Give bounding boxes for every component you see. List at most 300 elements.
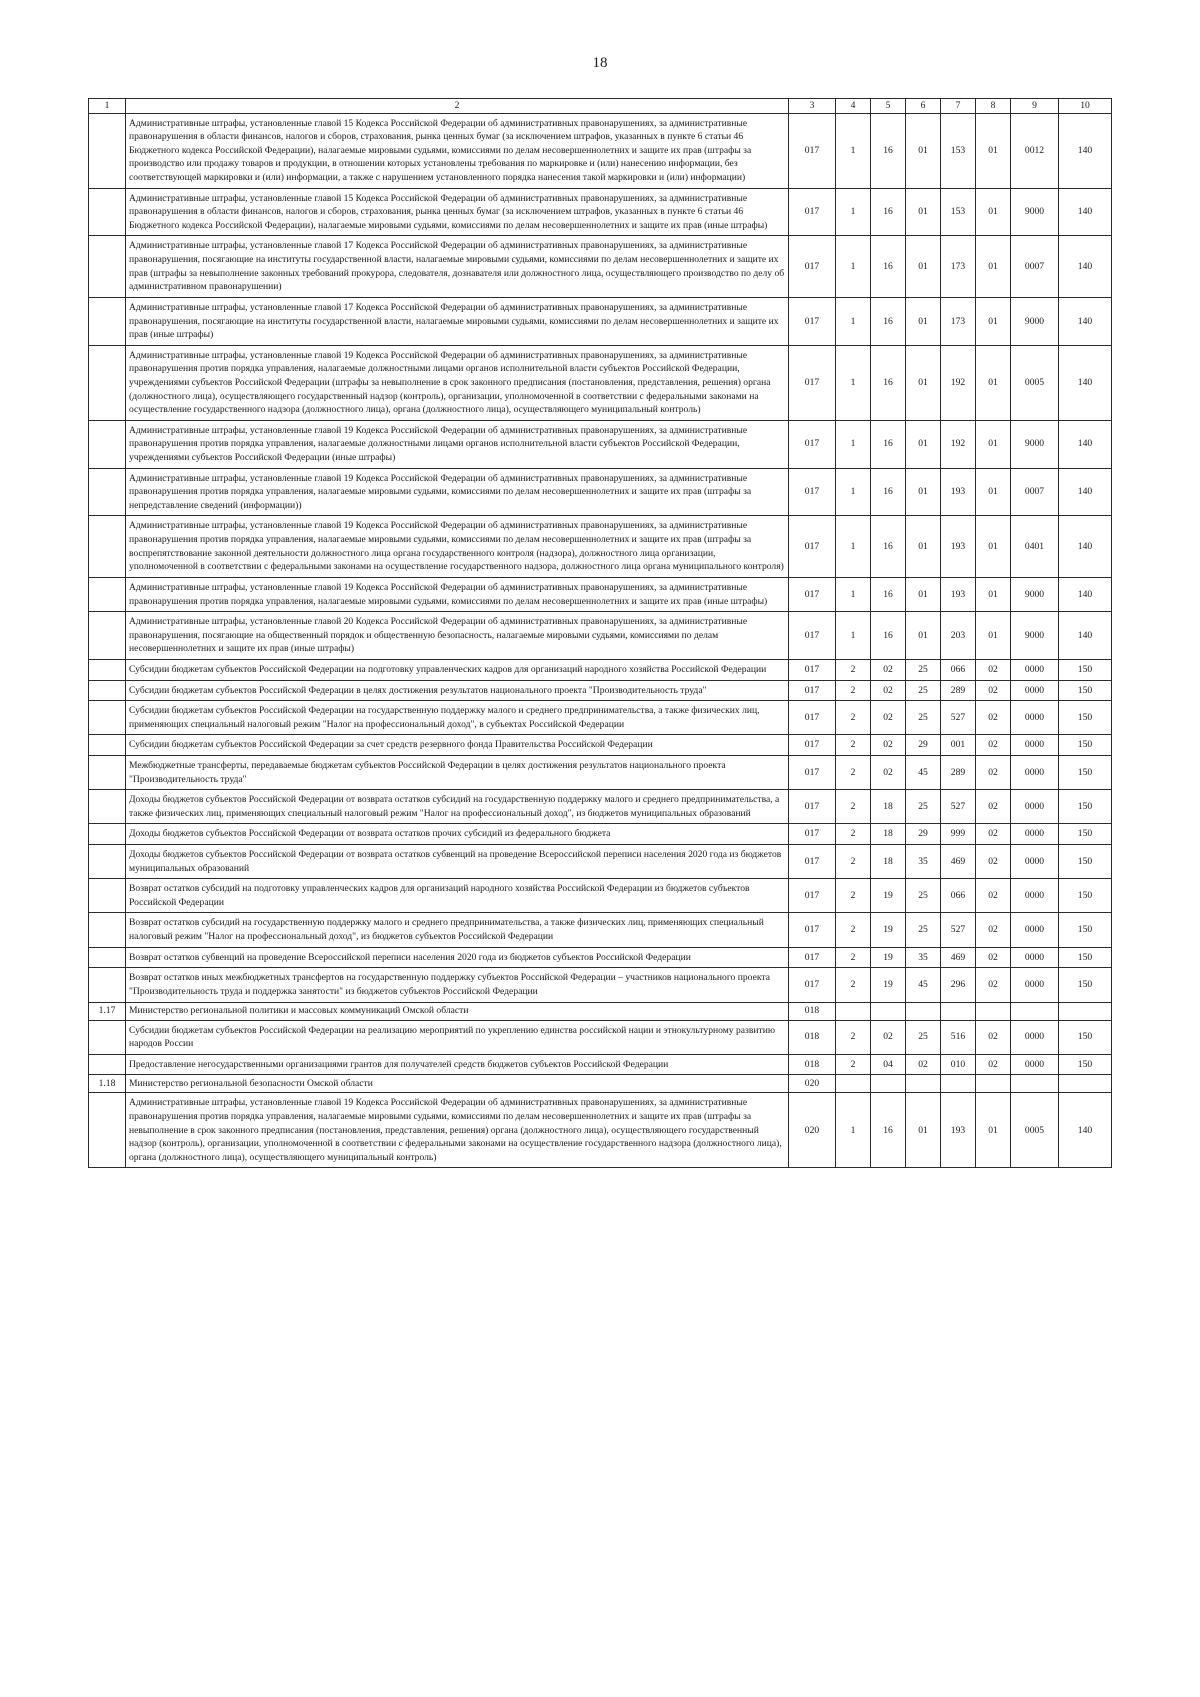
subgroup-code bbox=[871, 1002, 906, 1020]
table-row bbox=[89, 680, 1112, 701]
subgroup-code: 16 bbox=[871, 516, 906, 577]
element-code: 02 bbox=[976, 701, 1011, 735]
group-code: 1 bbox=[836, 113, 871, 188]
classification-code: 150 bbox=[1059, 701, 1112, 735]
subarticle-code: 192 bbox=[941, 420, 976, 468]
section-number bbox=[89, 345, 126, 420]
classification-code: 150 bbox=[1059, 735, 1112, 756]
subarticle-code: 153 bbox=[941, 188, 976, 236]
classification-code: 140 bbox=[1059, 468, 1112, 516]
page-number: 18 bbox=[592, 55, 608, 71]
income-description: Субсидии бюджетам субъектов Российской Федерации в целях достижения результатов национального проекта "Производительность труда" bbox=[126, 680, 789, 701]
subarticle-code: 999 bbox=[941, 824, 976, 845]
group-code: 2 bbox=[836, 845, 871, 879]
group-code: 2 bbox=[836, 755, 871, 789]
subarticle-code bbox=[941, 1002, 976, 1020]
article-code: 25 bbox=[906, 790, 941, 824]
table-row bbox=[89, 516, 1112, 577]
classification-code: 140 bbox=[1059, 236, 1112, 297]
subarticle-code: 153 bbox=[941, 113, 976, 188]
table-row bbox=[89, 1020, 1112, 1054]
income-description: Субсидии бюджетам субъектов Российской Федерации на государственную поддержку малого и среднего предпринимательства, а также физических лиц, применяющих специальный налоговый режим "Налог на профессиональный доход", в субъектах Российской Федерации bbox=[126, 701, 789, 735]
article-code: 01 bbox=[906, 577, 941, 611]
program-code: 0000 bbox=[1011, 1020, 1059, 1054]
program-code: 0005 bbox=[1011, 1093, 1059, 1168]
section-number bbox=[89, 755, 126, 789]
group-code: 1 bbox=[836, 516, 871, 577]
article-code: 29 bbox=[906, 735, 941, 756]
group-code bbox=[836, 1075, 871, 1093]
subgroup-code: 18 bbox=[871, 824, 906, 845]
income-description: Субсидии бюджетам субъектов Российской Федерации за счет средств резервного фонда Правительства Российской Федерации bbox=[126, 735, 789, 756]
article-code: 25 bbox=[906, 659, 941, 680]
classification-code: 150 bbox=[1059, 824, 1112, 845]
admin-code: 017 bbox=[789, 345, 836, 420]
admin-code: 017 bbox=[789, 968, 836, 1002]
program-code: 0005 bbox=[1011, 345, 1059, 420]
section-number bbox=[89, 236, 126, 297]
subarticle-code: 192 bbox=[941, 345, 976, 420]
income-description: Доходы бюджетов субъектов Российской Федерации от возврата остатков субвенций на проведение Всероссийской переписи населения 2020 года из бюджетов муниципальных образований bbox=[126, 845, 789, 879]
admin-code: 017 bbox=[789, 297, 836, 345]
element-code bbox=[976, 1075, 1011, 1093]
subarticle-code: 193 bbox=[941, 516, 976, 577]
admin-code: 017 bbox=[789, 113, 836, 188]
program-code: 9000 bbox=[1011, 577, 1059, 611]
program-code: 9000 bbox=[1011, 297, 1059, 345]
article-code: 01 bbox=[906, 297, 941, 345]
classification-code: 140 bbox=[1059, 1093, 1112, 1168]
article-code: 01 bbox=[906, 188, 941, 236]
element-code: 01 bbox=[976, 1093, 1011, 1168]
section-number bbox=[89, 612, 126, 660]
income-description: Доходы бюджетов субъектов Российской Федерации от возврата остатков прочих субсидий из федерального бюджета bbox=[126, 824, 789, 845]
table-row bbox=[89, 879, 1112, 913]
program-code: 0007 bbox=[1011, 468, 1059, 516]
group-code: 2 bbox=[836, 1054, 871, 1075]
element-code: 02 bbox=[976, 790, 1011, 824]
element-code: 02 bbox=[976, 845, 1011, 879]
classification-code: 140 bbox=[1059, 297, 1112, 345]
classification-code: 150 bbox=[1059, 1054, 1112, 1075]
admin-code: 017 bbox=[789, 577, 836, 611]
subgroup-code: 18 bbox=[871, 845, 906, 879]
article-code: 01 bbox=[906, 236, 941, 297]
group-code: 2 bbox=[836, 790, 871, 824]
article-code bbox=[906, 1002, 941, 1020]
subgroup-code: 02 bbox=[871, 1020, 906, 1054]
income-description: Административные штрафы, установленные главой 17 Кодекса Российской Федерации об административных правонарушениях, за административные правонарушения, посягающие на институты государственной власти, налагаемые мировыми судьями, комиссиями по делам несовершеннолетних и защите их прав (иные штрафы) bbox=[126, 297, 789, 345]
section-number bbox=[89, 701, 126, 735]
admin-code: 017 bbox=[789, 236, 836, 297]
table-row bbox=[89, 1093, 1112, 1168]
article-code: 01 bbox=[906, 468, 941, 516]
section-number bbox=[89, 1093, 126, 1168]
element-code: 02 bbox=[976, 968, 1011, 1002]
subgroup-code: 16 bbox=[871, 468, 906, 516]
group-code: 2 bbox=[836, 824, 871, 845]
program-code: 0000 bbox=[1011, 735, 1059, 756]
group-code: 2 bbox=[836, 879, 871, 913]
classification-code: 140 bbox=[1059, 577, 1112, 611]
classification-code: 140 bbox=[1059, 516, 1112, 577]
section-number bbox=[89, 680, 126, 701]
section-number bbox=[89, 845, 126, 879]
subgroup-code: 19 bbox=[871, 913, 906, 947]
element-code: 01 bbox=[976, 236, 1011, 297]
table-row bbox=[89, 824, 1112, 845]
income-description: Субсидии бюджетам субъектов Российской Федерации на подготовку управленческих кадров для организаций народного хозяйства Российской Федерации bbox=[126, 659, 789, 680]
section-number bbox=[89, 577, 126, 611]
section-number: 1.18 bbox=[89, 1075, 126, 1093]
subarticle-code: 469 bbox=[941, 947, 976, 968]
element-code: 02 bbox=[976, 755, 1011, 789]
element-code: 02 bbox=[976, 947, 1011, 968]
income-description: Административные штрафы, установленные главой 17 Кодекса Российской Федерации об административных правонарушениях, за административные правонарушения, посягающие на институты государственной власти, налагаемые мировыми судьями, комиссиями по делам несовершеннолетних и защите их прав (штрафы за невыполнение законных требований прокурора, следователя, дознавателя или должностного лица, осуществляющего производство по делу об административном правонарушении) bbox=[126, 236, 789, 297]
column-header: 8 bbox=[976, 99, 1011, 114]
article-code: 45 bbox=[906, 755, 941, 789]
classification-code: 140 bbox=[1059, 188, 1112, 236]
admin-code: 017 bbox=[789, 612, 836, 660]
program-code: 0000 bbox=[1011, 755, 1059, 789]
element-code: 01 bbox=[976, 297, 1011, 345]
classification-code bbox=[1059, 1002, 1112, 1020]
group-code: 1 bbox=[836, 188, 871, 236]
table-row bbox=[89, 612, 1112, 660]
group-code: 1 bbox=[836, 577, 871, 611]
table-row bbox=[89, 790, 1112, 824]
subarticle-code: 527 bbox=[941, 790, 976, 824]
admin-code: 017 bbox=[789, 947, 836, 968]
group-code: 1 bbox=[836, 236, 871, 297]
subarticle-code: 193 bbox=[941, 1093, 976, 1168]
subarticle-code: 010 bbox=[941, 1054, 976, 1075]
section-number bbox=[89, 659, 126, 680]
group-code: 1 bbox=[836, 420, 871, 468]
admin-code: 018 bbox=[789, 1020, 836, 1054]
program-code: 0000 bbox=[1011, 824, 1059, 845]
classification-code: 140 bbox=[1059, 345, 1112, 420]
group-code bbox=[836, 1002, 871, 1020]
program-code: 0000 bbox=[1011, 879, 1059, 913]
subarticle-code: 066 bbox=[941, 879, 976, 913]
subgroup-code: 16 bbox=[871, 345, 906, 420]
group-code: 2 bbox=[836, 913, 871, 947]
classification-code: 150 bbox=[1059, 845, 1112, 879]
subgroup-code: 19 bbox=[871, 968, 906, 1002]
group-code: 2 bbox=[836, 680, 871, 701]
group-code: 2 bbox=[836, 659, 871, 680]
element-code: 02 bbox=[976, 824, 1011, 845]
element-code: 02 bbox=[976, 659, 1011, 680]
column-header: 1 bbox=[89, 99, 126, 114]
section-number bbox=[89, 968, 126, 1002]
group-code: 1 bbox=[836, 345, 871, 420]
income-description: Административные штрафы, установленные главой 19 Кодекса Российской Федерации об административных правонарушениях, за административные правонарушения против порядка управления, налагаемые должностными лицами органов исполнительной власти субъектов Российской Федерации, учреждениями субъектов Российской Федерации (штрафы за невыполнение в срок законного предписания (постановления, представления, решения) органа (должностного лица), осуществляющего государственный надзор (контроль), организации, уполномоченной в соответствии с федеральными законами на осуществление государственного надзора (должностного лица), органа (должностного лица), осуществляющего муниципальный контроль) bbox=[126, 345, 789, 420]
classification-code: 140 bbox=[1059, 420, 1112, 468]
element-code: 01 bbox=[976, 420, 1011, 468]
income-description: Предоставление негосударственными организациями грантов для получателей средств бюджетов субъектов Российской Федерации bbox=[126, 1054, 789, 1075]
subarticle-code: 066 bbox=[941, 659, 976, 680]
program-code: 0000 bbox=[1011, 790, 1059, 824]
element-code: 01 bbox=[976, 113, 1011, 188]
admin-code: 017 bbox=[789, 420, 836, 468]
subgroup-code: 16 bbox=[871, 113, 906, 188]
article-code: 01 bbox=[906, 516, 941, 577]
subarticle-code: 203 bbox=[941, 612, 976, 660]
element-code bbox=[976, 1002, 1011, 1020]
section-number bbox=[89, 420, 126, 468]
group-code: 1 bbox=[836, 612, 871, 660]
column-header: 6 bbox=[906, 99, 941, 114]
article-code: 02 bbox=[906, 1054, 941, 1075]
group-code: 1 bbox=[836, 297, 871, 345]
subgroup-code: 19 bbox=[871, 879, 906, 913]
group-code: 1 bbox=[836, 1093, 871, 1168]
section-number bbox=[89, 1054, 126, 1075]
classification-code bbox=[1059, 1075, 1112, 1093]
income-description: Административные штрафы, установленные главой 15 Кодекса Российской Федерации об административных правонарушениях, за административные правонарушения в области финансов, налогов и сборов, страхования, рынка ценных бумаг (за исключением штрафов, указанных в пункте 6 статьи 46 Бюджетного кодекса Российской Федерации), налагаемые мировыми судьями, комиссиями по делам несовершеннолетних и защите их прав (штрафы за производство или продажу товаров и продукции, в отношении которых установлены требования по маркировке и (или) нанесению информации, без соответствующей маркировки и (или) информации, а также с нарушением установленного порядка нанесения такой маркировки и (или) информации) bbox=[126, 113, 789, 188]
table-row bbox=[89, 468, 1112, 516]
admin-code: 018 bbox=[789, 1054, 836, 1075]
article-code: 25 bbox=[906, 1020, 941, 1054]
table-row bbox=[89, 845, 1112, 879]
column-header: 10 bbox=[1059, 99, 1112, 114]
subgroup-code: 02 bbox=[871, 735, 906, 756]
subarticle-code bbox=[941, 1075, 976, 1093]
section-number: 1.17 bbox=[89, 1002, 126, 1020]
article-code: 01 bbox=[906, 345, 941, 420]
program-code: 0000 bbox=[1011, 968, 1059, 1002]
admin-code: 017 bbox=[789, 913, 836, 947]
element-code: 02 bbox=[976, 735, 1011, 756]
income-description: Административные штрафы, установленные главой 19 Кодекса Российской Федерации об административных правонарушениях, за административные правонарушения против порядка управления, налагаемые мировыми судьями, комиссиями по делам несовершеннолетних и защите их прав (штрафы за невыполнение в срок законного предписания (постановления, представления, решения) органа (должностного лица), осуществляющего государственный надзор (контроль), организации, уполномоченной в соответствии с федеральными законами на осуществление государственного надзора (должностного лица), органа (должностного лица), осуществляющего муниципальный контроль) bbox=[126, 1093, 789, 1168]
article-code: 25 bbox=[906, 879, 941, 913]
income-description: Межбюджетные трансферты, передаваемые бюджетам субъектов Российской Федерации в целях достижения результатов национального проекта "Производительность труда" bbox=[126, 755, 789, 789]
program-code: 0007 bbox=[1011, 236, 1059, 297]
section-number bbox=[89, 824, 126, 845]
article-code: 35 bbox=[906, 845, 941, 879]
admin-code: 018 bbox=[789, 1002, 836, 1020]
subarticle-code: 469 bbox=[941, 845, 976, 879]
table-row bbox=[89, 755, 1112, 789]
budget-classification-table bbox=[88, 98, 1112, 1168]
subarticle-code: 173 bbox=[941, 297, 976, 345]
group-code: 2 bbox=[836, 968, 871, 1002]
group-code: 2 bbox=[836, 1020, 871, 1054]
subgroup-code: 16 bbox=[871, 577, 906, 611]
classification-code: 150 bbox=[1059, 947, 1112, 968]
subgroup-code: 04 bbox=[871, 1054, 906, 1075]
element-code: 01 bbox=[976, 612, 1011, 660]
table-row bbox=[89, 113, 1112, 188]
table-row bbox=[89, 659, 1112, 680]
classification-code: 150 bbox=[1059, 680, 1112, 701]
group-code: 2 bbox=[836, 701, 871, 735]
program-code: 9000 bbox=[1011, 188, 1059, 236]
section-number bbox=[89, 790, 126, 824]
admin-code: 017 bbox=[789, 659, 836, 680]
section-row bbox=[89, 1075, 1112, 1093]
subarticle-code: 193 bbox=[941, 468, 976, 516]
subgroup-code: 16 bbox=[871, 612, 906, 660]
subarticle-code: 527 bbox=[941, 913, 976, 947]
table-row bbox=[89, 345, 1112, 420]
admin-code: 017 bbox=[789, 790, 836, 824]
table-row bbox=[89, 968, 1112, 1002]
table-row bbox=[89, 913, 1112, 947]
article-code: 35 bbox=[906, 947, 941, 968]
article-code: 01 bbox=[906, 420, 941, 468]
income-description: Административные штрафы, установленные главой 19 Кодекса Российской Федерации об административных правонарушениях, за административные правонарушения против порядка управления, налагаемые мировыми судьями, комиссиями по делам несовершеннолетних и защите их прав (иные штрафы) bbox=[126, 577, 789, 611]
income-description: Возврат остатков субсидий на подготовку управленческих кадров для организаций народного хозяйства Российской Федерации из бюджетов субъектов Российской Федерации bbox=[126, 879, 789, 913]
element-code: 02 bbox=[976, 913, 1011, 947]
article-code: 01 bbox=[906, 612, 941, 660]
article-code bbox=[906, 1075, 941, 1093]
section-number bbox=[89, 516, 126, 577]
element-code: 02 bbox=[976, 680, 1011, 701]
program-code bbox=[1011, 1075, 1059, 1093]
element-code: 01 bbox=[976, 468, 1011, 516]
admin-code: 020 bbox=[789, 1075, 836, 1093]
section-number bbox=[89, 113, 126, 188]
table-row bbox=[89, 735, 1112, 756]
section-row bbox=[89, 1002, 1112, 1020]
subgroup-code: 16 bbox=[871, 1093, 906, 1168]
element-code: 01 bbox=[976, 577, 1011, 611]
section-number bbox=[89, 188, 126, 236]
program-code: 0000 bbox=[1011, 680, 1059, 701]
element-code: 02 bbox=[976, 879, 1011, 913]
section-number bbox=[89, 947, 126, 968]
income-description: Возврат остатков субсидий на государственную поддержку малого и среднего предпринимательства, а также физических лиц, применяющих специальный налоговый режим "Налог на профессиональный доход", из бюджетов субъектов Российской Федерации bbox=[126, 913, 789, 947]
group-code: 2 bbox=[836, 947, 871, 968]
admin-code: 017 bbox=[789, 680, 836, 701]
classification-code: 150 bbox=[1059, 790, 1112, 824]
admin-code: 017 bbox=[789, 701, 836, 735]
subarticle-code: 516 bbox=[941, 1020, 976, 1054]
column-header: 3 bbox=[789, 99, 836, 114]
program-code: 0012 bbox=[1011, 113, 1059, 188]
income-description: Возврат остатков субвенций на проведение Всероссийской переписи населения 2020 года из бюджетов субъектов Российской Федерации bbox=[126, 947, 789, 968]
admin-code: 017 bbox=[789, 845, 836, 879]
article-code: 25 bbox=[906, 680, 941, 701]
income-description: Доходы бюджетов субъектов Российской Федерации от возврата остатков субсидий на государственную поддержку малого и среднего предпринимательства, а также физических лиц, применяющих специальный налоговый режим "Налог на профессиональный доход", из бюджетов муниципальных образований bbox=[126, 790, 789, 824]
table-row bbox=[89, 297, 1112, 345]
classification-code: 140 bbox=[1059, 113, 1112, 188]
table-row bbox=[89, 701, 1112, 735]
classification-code: 150 bbox=[1059, 659, 1112, 680]
element-code: 01 bbox=[976, 188, 1011, 236]
column-header: 7 bbox=[941, 99, 976, 114]
subarticle-code: 296 bbox=[941, 968, 976, 1002]
subgroup-code: 16 bbox=[871, 188, 906, 236]
admin-code: 017 bbox=[789, 188, 836, 236]
subarticle-code: 001 bbox=[941, 735, 976, 756]
income-description: Административные штрафы, установленные главой 19 Кодекса Российской Федерации об административных правонарушениях, за административные правонарушения против порядка управления, налагаемые мировыми судьями, комиссиями по делам несовершеннолетних и защите их прав (штрафы за непредставление сведений (информации)) bbox=[126, 468, 789, 516]
subarticle-code: 289 bbox=[941, 755, 976, 789]
section-number bbox=[89, 297, 126, 345]
classification-code: 150 bbox=[1059, 1020, 1112, 1054]
admin-code: 020 bbox=[789, 1093, 836, 1168]
admin-code: 017 bbox=[789, 879, 836, 913]
subgroup-code: 16 bbox=[871, 297, 906, 345]
article-code: 25 bbox=[906, 913, 941, 947]
column-header: 2 bbox=[126, 99, 789, 114]
article-code: 01 bbox=[906, 113, 941, 188]
group-code: 1 bbox=[836, 468, 871, 516]
admin-code: 017 bbox=[789, 735, 836, 756]
classification-code: 150 bbox=[1059, 879, 1112, 913]
subarticle-code: 173 bbox=[941, 236, 976, 297]
program-code: 0000 bbox=[1011, 947, 1059, 968]
article-code: 25 bbox=[906, 701, 941, 735]
subgroup-code bbox=[871, 1075, 906, 1093]
income-description: Министерство региональной безопасности Омской области bbox=[126, 1075, 789, 1093]
admin-code: 017 bbox=[789, 824, 836, 845]
subgroup-code: 02 bbox=[871, 659, 906, 680]
income-description: Возврат остатков иных межбюджетных трансфертов на государственную поддержку субъектов Российской Федерации – участников национального проекта "Производительность труда и поддержка занятости" из бюджетов субъектов Российской Федерации bbox=[126, 968, 789, 1002]
table-row bbox=[89, 420, 1112, 468]
subgroup-code: 16 bbox=[871, 420, 906, 468]
element-code: 01 bbox=[976, 345, 1011, 420]
section-number bbox=[89, 468, 126, 516]
subarticle-code: 193 bbox=[941, 577, 976, 611]
program-code: 0401 bbox=[1011, 516, 1059, 577]
column-header: 5 bbox=[871, 99, 906, 114]
column-header: 9 bbox=[1011, 99, 1059, 114]
subgroup-code: 18 bbox=[871, 790, 906, 824]
subgroup-code: 19 bbox=[871, 947, 906, 968]
element-code: 02 bbox=[976, 1020, 1011, 1054]
section-number bbox=[89, 735, 126, 756]
element-code: 01 bbox=[976, 516, 1011, 577]
table-row bbox=[89, 188, 1112, 236]
article-code: 45 bbox=[906, 968, 941, 1002]
subgroup-code: 02 bbox=[871, 680, 906, 701]
subgroup-code: 16 bbox=[871, 236, 906, 297]
subarticle-code: 527 bbox=[941, 701, 976, 735]
program-code: 0000 bbox=[1011, 845, 1059, 879]
program-code: 9000 bbox=[1011, 420, 1059, 468]
subarticle-code: 289 bbox=[941, 680, 976, 701]
subgroup-code: 02 bbox=[871, 755, 906, 789]
table-row bbox=[89, 947, 1112, 968]
classification-code: 150 bbox=[1059, 968, 1112, 1002]
program-code: 0000 bbox=[1011, 701, 1059, 735]
section-number bbox=[89, 913, 126, 947]
income-description: Министерство региональной политики и массовых коммуникаций Омской области bbox=[126, 1002, 789, 1020]
table-row bbox=[89, 1054, 1112, 1075]
classification-code: 150 bbox=[1059, 913, 1112, 947]
table-row bbox=[89, 577, 1112, 611]
income-description: Субсидии бюджетам субъектов Российской Федерации на реализацию мероприятий по укреплению единства российской нации и этнокультурному развитию народов России bbox=[126, 1020, 789, 1054]
article-code: 29 bbox=[906, 824, 941, 845]
column-number-header bbox=[89, 99, 1112, 114]
income-description: Административные штрафы, установленные главой 15 Кодекса Российской Федерации об административных правонарушениях, за административные правонарушения в области финансов, налогов и сборов, страхования, рынка ценных бумаг (за исключением штрафов, указанных в пункте 6 статьи 46 Бюджетного кодекса Российской Федерации), налагаемые мировыми судьями, комиссиями по делам несовершеннолетних и защите их прав (иные штрафы) bbox=[126, 188, 789, 236]
article-code: 01 bbox=[906, 1093, 941, 1168]
subgroup-code: 02 bbox=[871, 701, 906, 735]
column-header: 4 bbox=[836, 99, 871, 114]
classification-code: 150 bbox=[1059, 755, 1112, 789]
admin-code: 017 bbox=[789, 516, 836, 577]
income-description: Административные штрафы, установленные главой 20 Кодекса Российской Федерации об административных правонарушениях, за административные правонарушения, посягающие на общественный порядок и общественную безопасность, налагаемые мировыми судьями, комиссиями по делам несовершеннолетних и защите их прав (иные штрафы) bbox=[126, 612, 789, 660]
program-code: 0000 bbox=[1011, 913, 1059, 947]
admin-code: 017 bbox=[789, 755, 836, 789]
program-code: 0000 bbox=[1011, 1054, 1059, 1075]
group-code: 2 bbox=[836, 735, 871, 756]
section-number bbox=[89, 1020, 126, 1054]
